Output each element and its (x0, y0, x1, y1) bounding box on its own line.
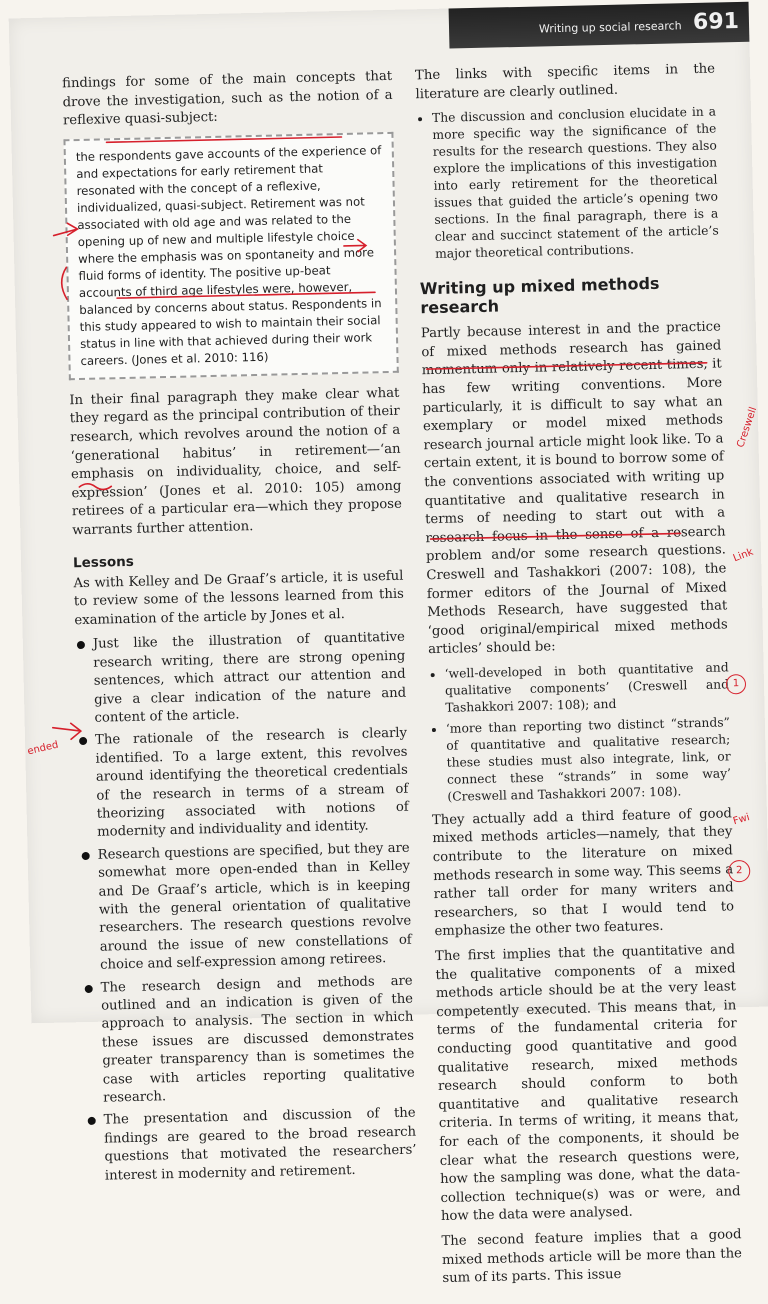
right-column (415, 61, 743, 1295)
criteria-item: • ‘more than reporting two distinct “strands” of quantitative and qualitative research; these studies must also integrate, link, or connect these “strands” in some way’ (Creswell and Tashakkori 2007: 108). (446, 714, 732, 805)
lesson-item (80, 839, 413, 975)
bullet-icon (82, 852, 90, 860)
book-page (9, 2, 768, 1287)
lessons-list (75, 629, 417, 1186)
running-title: Writing up social research (538, 19, 682, 36)
bullet-icon (79, 737, 87, 745)
links-paragraph: The links with specific items in the literature are clearly outlined. (414, 61, 716, 102)
margin-note-left: ended (26, 739, 60, 758)
section-heading: Writing up mixed methods research (419, 274, 660, 318)
lessons-intro: As with Kelley and De Graaf’s article, it is useful to review some of the lessons learned from this examination of the article by Jones et al. (73, 568, 405, 628)
margin-note-right: Creswell (735, 405, 760, 450)
lesson-text: Research questions are specified, but they are somewhat more open-ended than in Kelley and De Graaf’s article, which is in keeping with the general orientation of qualitative researchers. The research questions revolve around the issue of new constellations of choice and self-expression among retirees. (97, 840, 412, 973)
final-paragraph-text: In their final paragraph they make clear what they regard as the principal contribution of their research, which revolves around the notion of a ‘generational habitus’ in retirement—‘an emphasis on individuality, choice, and self-expression’ (Jones et al. 2010: 105) among retirees of a particular era—which they propose warrants further attention. (69, 385, 402, 539)
bullet-icon (88, 1117, 96, 1125)
lesson-text: The rationale of the research is clearly identified. To a large extent, this revolves around identifying the theoretical credentials of the research in terms of a stream of theorizing associated with notions of modernity and individuality and identity. (94, 726, 409, 841)
lesson-item (77, 725, 409, 843)
lesson-text: The research design and methods are outlined and an indication is given of the approach to analysis. The section in which these issues are discussed demonstrates greater transparency than is sometimes the case with articles reporting qualitative research. (100, 973, 415, 1106)
lessons-heading: Lessons (72, 553, 134, 571)
discussion-bullet: • The discussion and conclusion elucidate in a more specific way the significance of the results for the research questions. They also explore the implications of this investigation into early retirement for the theoretical issues that guided the article’s opening two sections. In the final paragraph, there is a clear and succinct statement of the article’s major theoretical contributions. (432, 104, 719, 263)
lesson-item (83, 972, 416, 1108)
left-column (62, 68, 417, 1190)
discussion-list (416, 104, 719, 264)
bullet-icon (77, 641, 85, 649)
criteria-list (428, 659, 731, 806)
margin-note-right: Fwi (731, 811, 751, 828)
mixed-paragraph-3: The first implies that the quantitative and the qualitative components of a mixed methods article should be at the very least competently executed. This means that, in terms of the fundamental criteria for conducting good quantitative and good qualitative research, mixed methods research should conform to both quantitative and qualitative research criteria. In terms of writing, it means that, for each of the components, it should be clear what the research questions were, how the sampling was done, what the data-collection technique(s) was or were, and how the data were analysed. (434, 942, 741, 1225)
mixed-paragraph-4: The second feature implies that a good mixed methods article will be more than the sum of its parts. This issue (441, 1227, 743, 1287)
mixed-paragraph-1: Partly because interest in and the practice of mixed methods research has gained momentum only in relatively recent times, it has few writing conventions. More particularly, it is difficult to say what an exemplary or model mixed methods research journal article might look like. To a certain extent, it is bound to borrow some of the conventions associated with writing up quantitative and qualitative research in terms of needing to start out with a research focus in the sense of a research problem and/or some research questions. Creswell and Tashakkori (2007: 108), the former editors of the Journal of Mixed Methods Research, have suggested that ‘good original/empirical mixed methods articles’ should be: (420, 319, 728, 658)
lesson-item (75, 629, 407, 728)
circled-number: 2 (728, 860, 750, 882)
running-header (449, 2, 750, 49)
criteria-item: • ‘well-developed in both quantitative and qualitative components’ (Creswell and Tashakkori 2007: 108); and (444, 659, 729, 716)
margin-note-right: Link (731, 546, 755, 565)
mixed-paragraph-2: They actually add a third feature of good mixed methods articles—namely, that they contribute to the literature on mixed methods research in some way. This seems a rather tall order for many writers and researchers, so that I would tend to emphasize the other two features. (431, 806, 735, 940)
page-number: 691 (692, 8, 740, 35)
bullet-icon (85, 984, 93, 992)
circled-number: 1 (726, 674, 746, 694)
intro-paragraph: findings for some of the main concepts that drove the investigation, such as the notion of a reflexive quasi-subject: (62, 68, 393, 129)
lesson-item (86, 1105, 418, 1186)
lesson-text: Just like the illustration of quantitative research writing, there are strong opening sentences, which attract our attention and give a clear indication of the nature and content of the article. (92, 630, 407, 726)
block-quote: the respondents gave accounts of the experience of and expectations for early retirement that resonated with the concept of a reflexive, individualized, quasi-subject. Retirement was not associated with old age and was related to the opening up of new and multiple lifestyle choice where the emphasis was on spontaneity and more fluid forms of identity. The positive up-beat accounts of third age lifestyles were, however, balanced by concerns about status. Respondents in this study appeared to wish to maintain their social status in line with that achieved during their work careers. (Jones et al. 2010: 116) (63, 132, 398, 380)
lesson-text: The presentation and discussion of the findings are geared to the broad research questions that motivated the researchers’ interest in modernity and retirement. (103, 1106, 417, 1184)
